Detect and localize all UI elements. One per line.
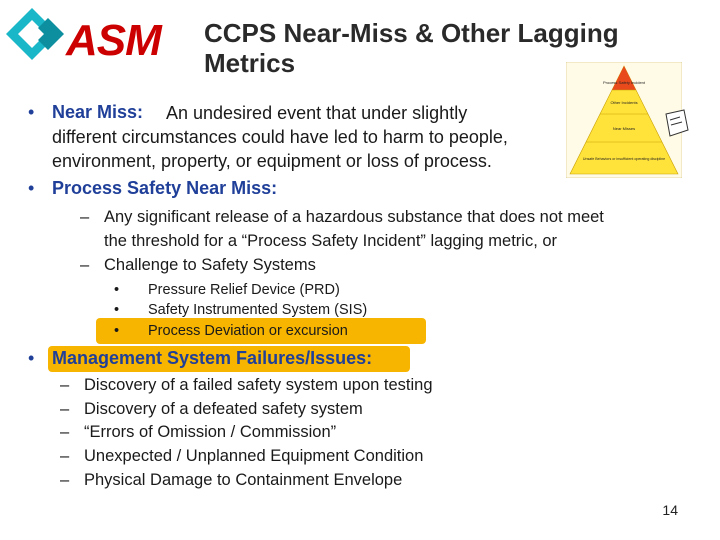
dash-marker: – [60,423,70,441]
bullet-dot-icon: • [28,348,35,368]
pyramid-level-2: Other Incidents [610,100,638,105]
sub-item-sis: Safety Instrumented System (SIS) [148,302,368,318]
near-miss-text-line-3: environment, property, or equipment or loss of process. [52,151,492,171]
msf-item-2: Discovery of a defeated safety system [84,400,363,418]
msf-label: Management System Failures/Issues: [52,348,373,368]
ps-near-miss-label: Process Safety Near Miss: [52,178,278,198]
sub-item-prd: Pressure Relief Device (PRD) [148,282,340,298]
ps-item-1-line-2: the threshold for a “Process Safety Incident” lagging metric, or [104,232,558,250]
ps-item-2: Challenge to Safety Systems [104,256,316,274]
msf-item-1: Discovery of a failed safety system upon testing [84,376,433,394]
sub-bullet-icon: • [114,302,120,318]
logo-text: ASM [66,16,161,65]
msf-item-5: Physical Damage to Containment Envelope [84,471,403,489]
pyramid-level-1: Process Safety Incident [602,80,646,85]
bullet-dot-icon: • [28,178,35,198]
dash-marker: – [60,400,70,418]
msf-item-3: “Errors of Omission / Commission” [84,423,337,441]
dash-marker: – [60,376,70,394]
near-miss-text-line-2: different circumstances could have led to harm to people, [52,127,508,147]
dash-marker: – [60,471,70,489]
sub-bullet-icon: • [114,282,120,298]
near-miss-label: Near Miss: [52,102,144,122]
paper-clip-icon [662,108,690,138]
logo-diamond-icon [4,6,68,66]
pyramid-level-4: Unsafe Behaviors or insufficient operating discipline [582,157,666,161]
near-miss-text-line-1: An undesired event that under slightly [166,103,468,123]
dash-marker: – [80,256,90,274]
pyramid-level-3: Near Misses [612,126,636,131]
sub-item-deviation: Process Deviation or excursion [148,323,348,339]
slide-title: CCPS Near-Miss & Other Lagging Metrics [204,18,619,78]
dash-marker: – [60,447,70,465]
ps-item-1-line-1: Any significant release of a hazardous substance that does not meet [104,208,604,226]
page-number: 14 [662,502,678,518]
sub-bullet-icon: • [114,323,120,339]
msf-item-4: Unexpected / Unplanned Equipment Condition [84,447,424,465]
dash-marker: – [80,208,90,226]
bullet-dot-icon: • [28,102,35,122]
asm-logo [4,6,204,66]
